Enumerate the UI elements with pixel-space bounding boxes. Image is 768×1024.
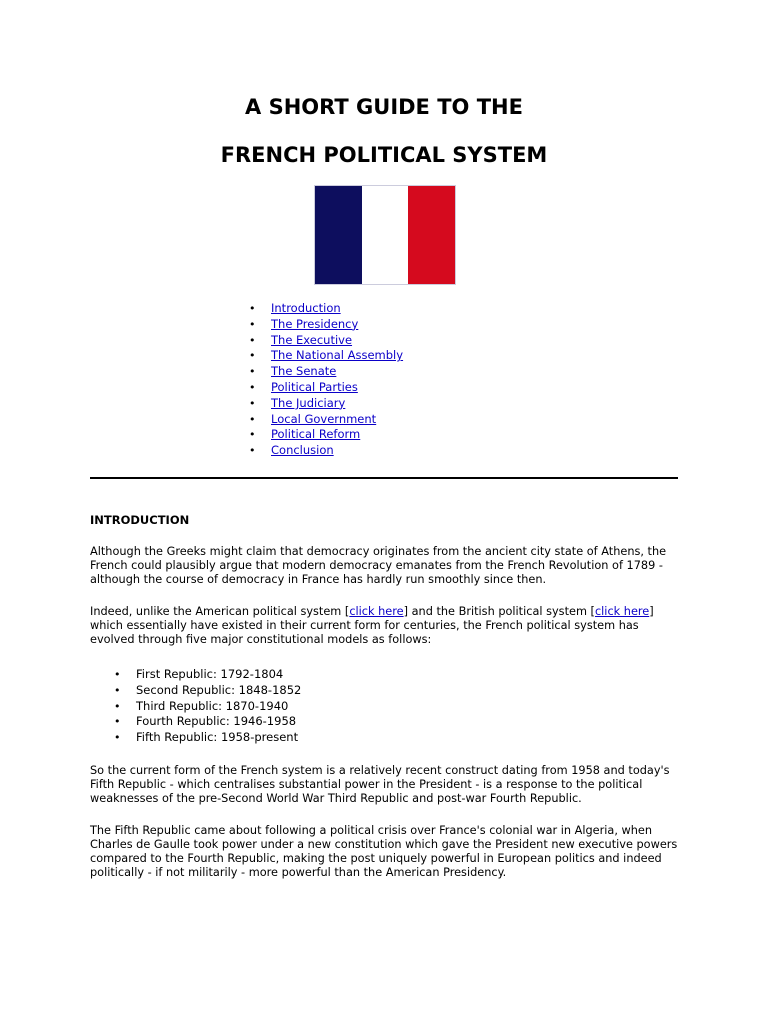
- flag-red-band: [408, 186, 455, 284]
- toc-link-executive[interactable]: The Executive: [271, 332, 353, 347]
- table-of-contents: [271, 301, 403, 459]
- toc-link-conclusion[interactable]: Conclusion: [271, 443, 334, 458]
- intro-paragraph-4: The Fifth Republic came about following a political crisis over France's colonial war in Algeria, when Charles de Gaulle took power under a new constitution which gave the President new executive powers compared to the Fourth Republic, making the post uniquely powerful in European politics and indeed politically - if not militarily - more powerful than the American Presidency.: [90, 824, 678, 879]
- page-title-line-2: FRENCH POLITICAL SYSTEM: [220, 143, 548, 167]
- list-item: • Fourth Republic: 1946-1958: [136, 714, 301, 730]
- intro-p2-text-c: ] which essentially have existed in their current form for centuries, the French political system has evolved through five major constitutional models as follows:: [90, 605, 654, 646]
- toc-link-political-reform[interactable]: Political Reform: [271, 427, 361, 442]
- list-item: • Second Republic: 1848-1852: [136, 683, 301, 699]
- toc-item: [271, 364, 403, 380]
- list-item: • First Republic: 1792-1804: [136, 667, 301, 683]
- section-heading-introduction: INTRODUCTION: [90, 513, 190, 527]
- american-system-link[interactable]: click here: [349, 605, 404, 618]
- flag-blue-band: [315, 186, 362, 284]
- toc-link-local-government[interactable]: Local Government: [271, 411, 377, 426]
- british-system-link[interactable]: click here: [594, 605, 650, 618]
- french-flag-icon: [314, 185, 456, 285]
- intro-paragraph-3: So the current form of the French system is a relatively recent construct dating from 1958 and today's Fifth Republic - which centralises substantial power in the President - is a response to the political weaknesses of the pre-Second World War Third Republic and post-war Fourth Republic.: [90, 764, 670, 805]
- list-item: • Fifth Republic: 1958-present: [136, 730, 301, 746]
- toc-item: [271, 443, 403, 459]
- flag-white-band: [362, 186, 409, 284]
- intro-p2-text-a: Indeed, unlike the American political system [: [90, 605, 350, 618]
- toc-link-senate[interactable]: The Senate: [271, 364, 337, 379]
- toc-item: [271, 412, 403, 428]
- toc-link-national-assembly[interactable]: The National Assembly: [271, 348, 404, 363]
- intro-paragraph-1: Although the Greeks might claim that democracy originates from the ancient city state of Athens, the French could plausibly argue that modern democracy emanates from the French Revolution of 1789 - although the course of democracy in France has hardly run smoothly since then.: [90, 545, 667, 586]
- toc-item: [271, 396, 403, 412]
- toc-item: [271, 301, 403, 317]
- toc-link-presidency[interactable]: The Presidency: [271, 316, 359, 331]
- toc-item: [271, 380, 403, 396]
- toc-link-political-parties[interactable]: Political Parties: [271, 379, 358, 394]
- toc-link-introduction[interactable]: Introduction: [271, 301, 341, 315]
- list-item: • Third Republic: 1870-1940: [136, 699, 301, 715]
- toc-item: [271, 317, 403, 333]
- intro-p2-text-b: ] and the British political system [: [403, 605, 595, 618]
- toc-item: [271, 348, 403, 364]
- horizontal-divider: [90, 477, 678, 479]
- page-title-line-1: A SHORT GUIDE TO THE: [245, 95, 523, 119]
- intro-paragraph-2: [90, 605, 678, 647]
- toc-item: [271, 333, 403, 349]
- toc-item: [271, 427, 403, 443]
- republics-list: [136, 667, 301, 746]
- toc-link-judiciary[interactable]: The Judiciary: [271, 395, 346, 410]
